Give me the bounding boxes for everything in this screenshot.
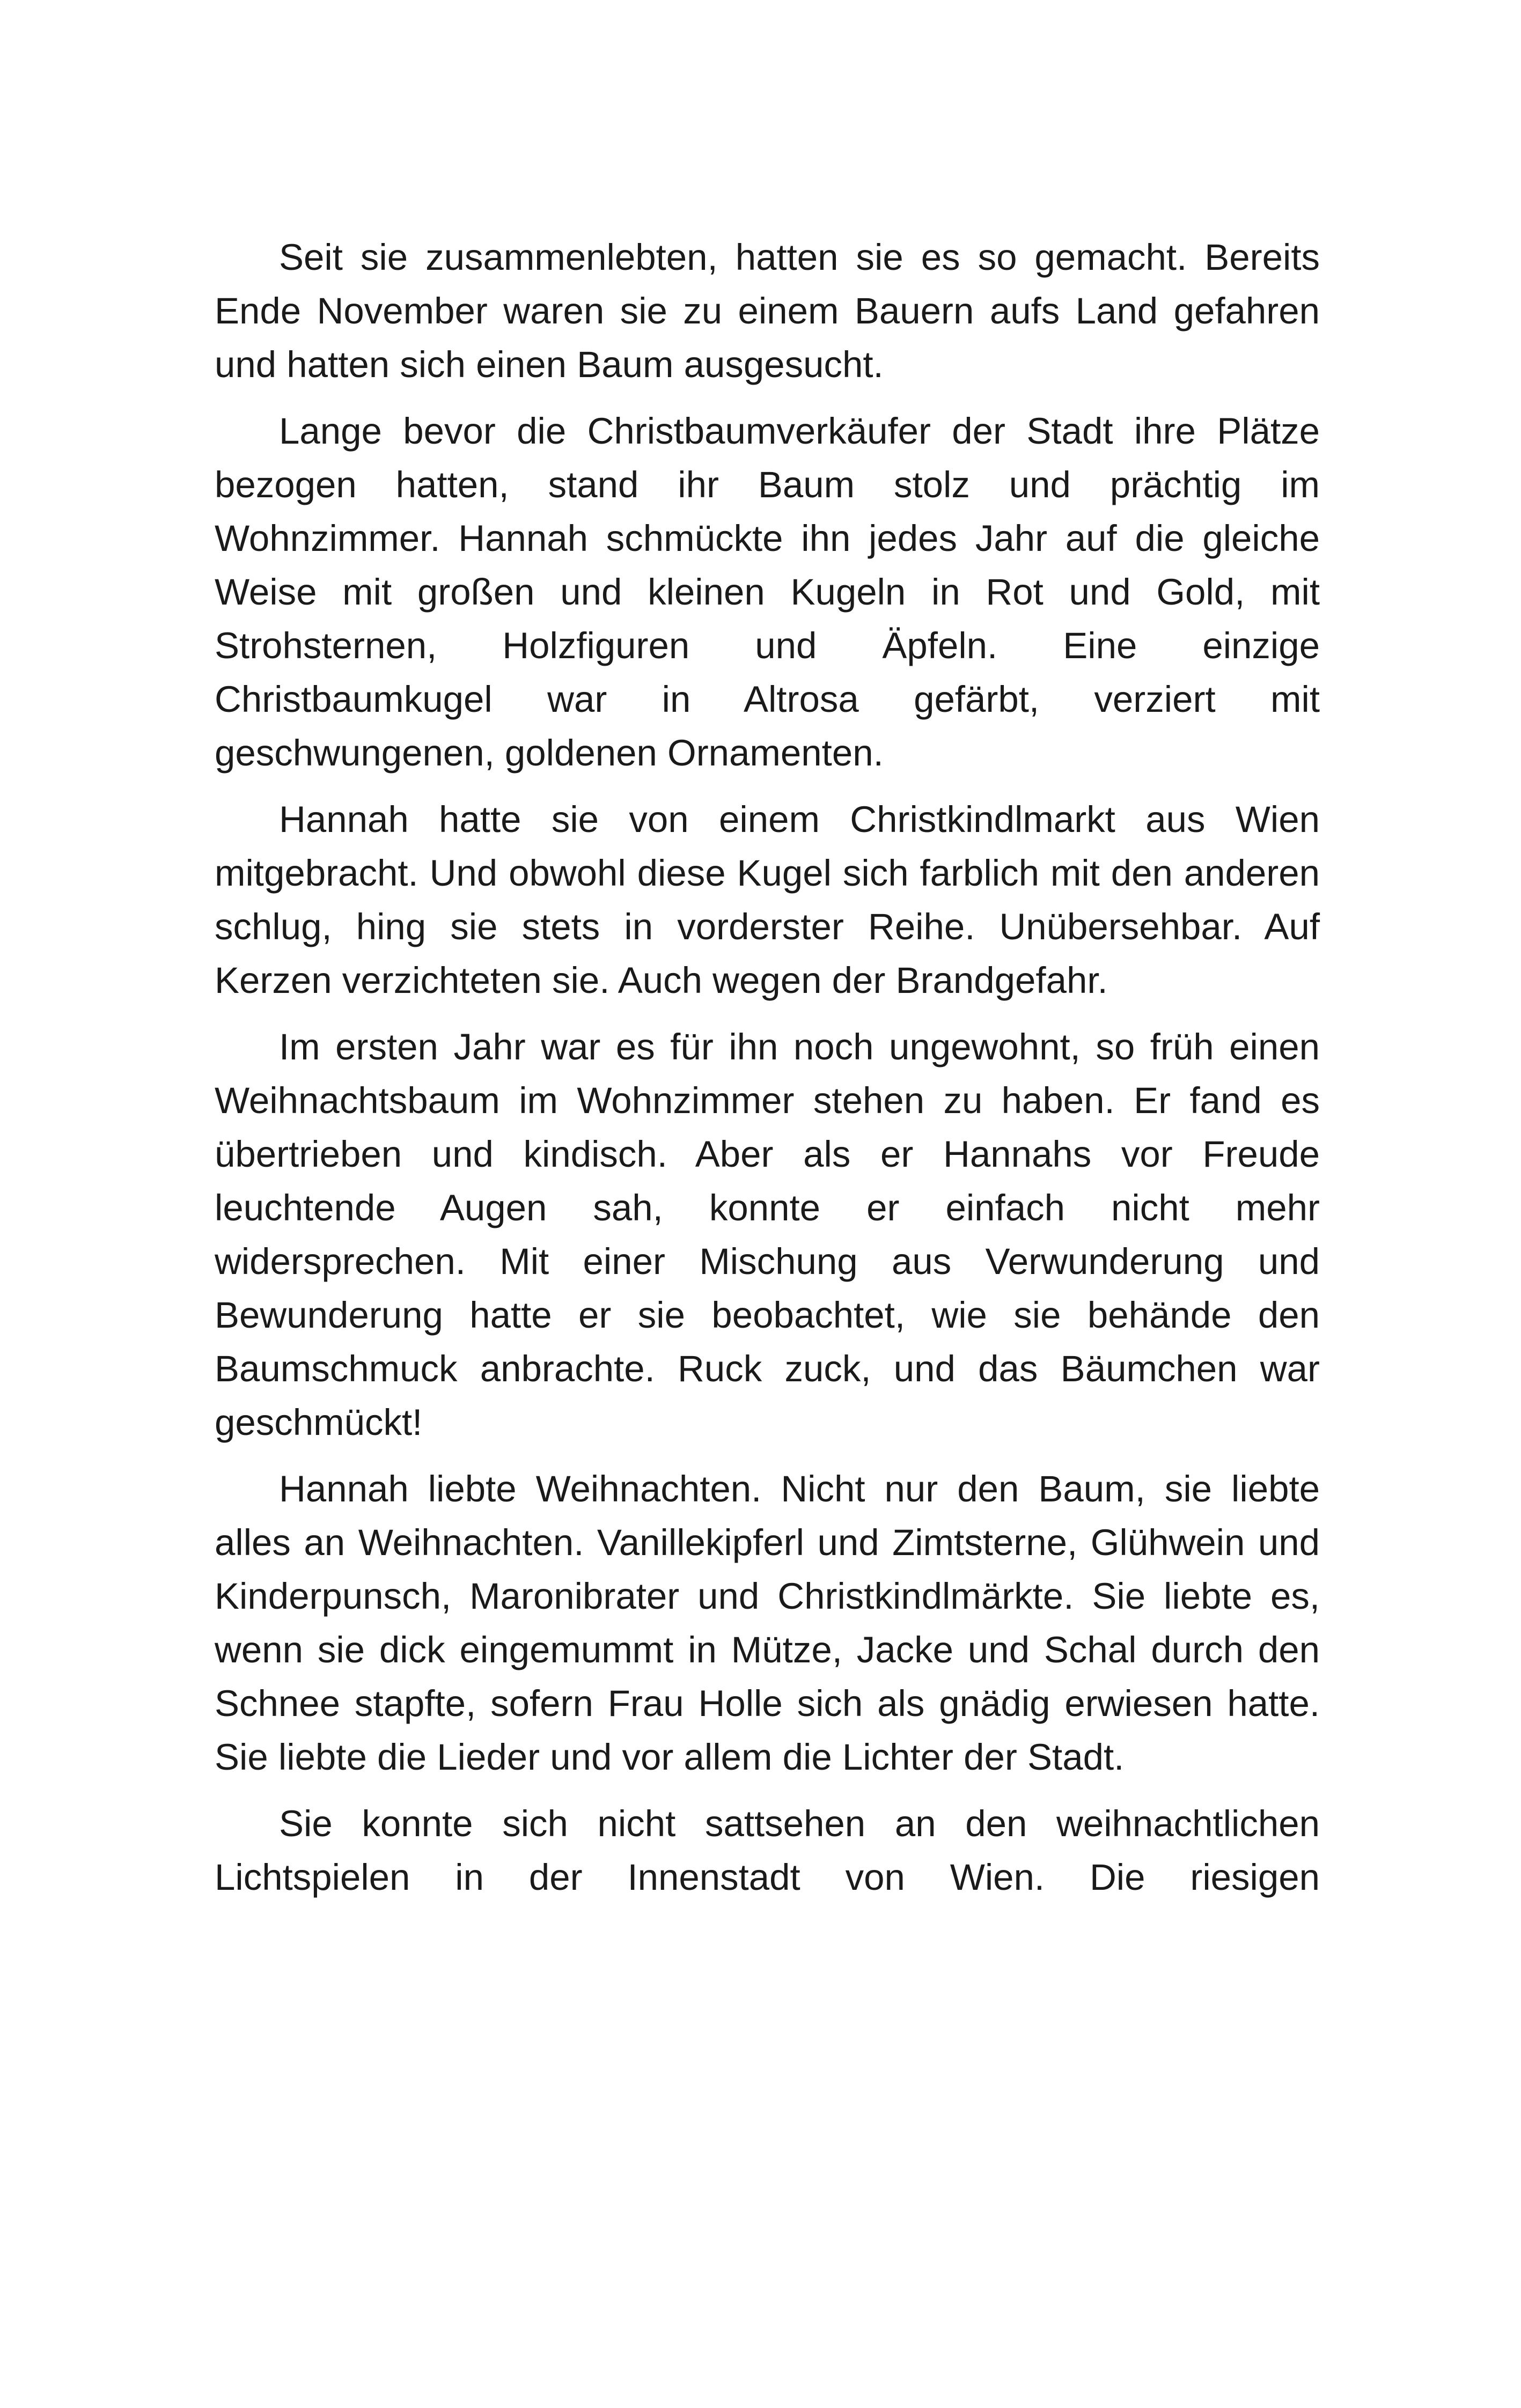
paragraph-1: Seit sie zusammenlebten, hatten sie es so gemacht. Bereits Ende November waren sie zu einem Bauern aufs Land gefahren und hatten sich einen Baum ausgesucht.	[215, 237, 1320, 385]
paragraph-2: Lange bevor die Christbaumverkäufer der Stadt ihre Plätze bezogen hatten, stand ihr Baum stolz und prächtig im Wohnzimmer. Hannah schmückte ihn jedes Jahr auf die gleiche Weise mit großen und kleinen Kugeln in Rot und Gold, mit Strohsternen, Holzfiguren und Äpfeln. Eine einzige Christbaumkugel war in Altrosa gefärbt, verziert mit geschwungenen, goldenen Ornamenten.	[215, 410, 1320, 774]
paragraph-6: Sie konnte sich nicht sattsehen an den weihnachtlichen Lichtspielen in der Innenstadt von Wien. Die riesigen	[215, 1803, 1320, 1898]
body-text	[215, 231, 1320, 1904]
paragraph-5: Hannah liebte Weihnachten. Nicht nur den Baum, sie liebte alles an Weihnachten. Vanillekipferl und Zimtsterne, Glühwein und Kinderpunsch, Maronibrater und Christkindlmärkte. Sie liebte es, wenn sie dick eingemummt in Mütze, Jacke und Schal durch den Schnee stapfte, sofern Frau Holle sich als gnädig erwiesen hatte. Sie liebte die Lieder und vor allem die Lichter der Stadt.	[215, 1468, 1320, 1778]
paragraph-4: Im ersten Jahr war es für ihn noch ungewohnt, so früh einen Weihnachtsbaum im Wohnzimmer stehen zu haben. Er fand es übertrieben und kindisch. Aber als er Hannahs vor Freude leuchtende Augen sah, konnte er einfach nicht mehr widersprechen. Mit einer Mischung aus Verwunderung und Bewunderung hatte er sie beobachtet, wie sie behände den Baumschmuck anbrachte. Ruck zuck, und das Bäumchen war geschmückt!	[215, 1026, 1320, 1443]
paragraph-3: Hannah hatte sie von einem Christkindlmarkt aus Wien mitgebracht. Und obwohl diese Kugel sich farblich mit den anderen schlug, hing sie stets in vorderster Reihe. Unübersehbar. Auf Kerzen verzichteten sie. Auch wegen der Brandgefahr.	[215, 799, 1320, 1001]
